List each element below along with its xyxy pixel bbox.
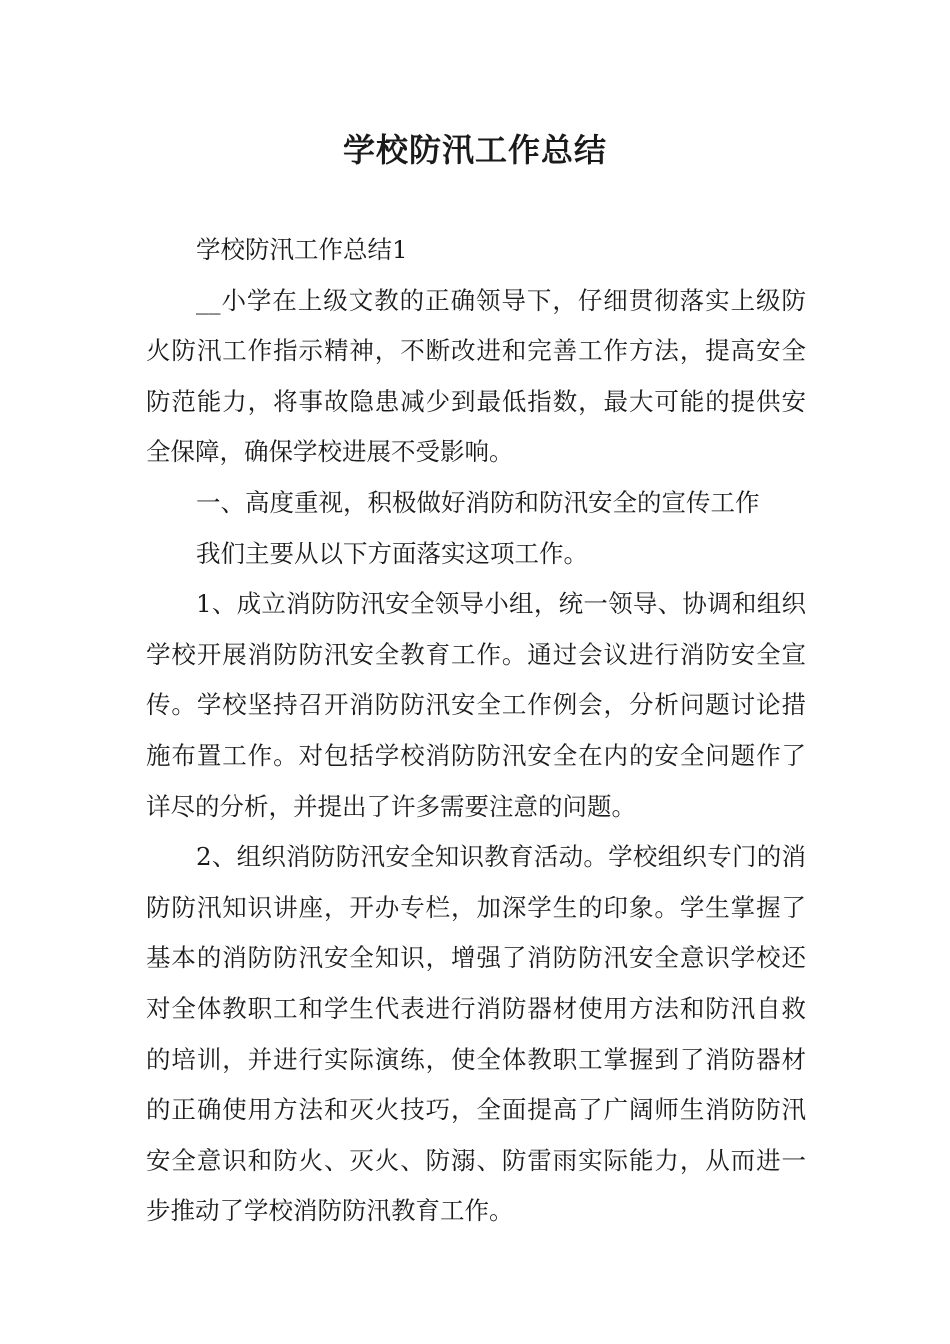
- paragraph-intro: __小学在上级文教的正确领导下，仔细贯彻落实上级防火防汛工作指示精神，不断改进和完善工作方法，提高安全防范能力，将事故隐患减少到最低指数，最大可能的提供安全保障，确保学校进展不受影响。: [146, 285, 806, 467]
- paragraph-item-1: 1、成立消防防汛安全领导小组，统一领导、协调和组织学校开展消防防汛安全教育工作。通过会议进行消防安全宣传。学校坚持召开消防防汛安全工作例会，分析问题讨论措施布置工作。对包括学校消防防汛安全在内的安全问题作了详尽的分析，并提出了许多需要注意的问题。: [146, 589, 806, 821]
- paragraph-section-one-intro: 我们主要从以下方面落实这项工作。: [196, 538, 588, 568]
- paragraph-item-2: 2、组织消防防汛安全知识教育活动。学校组织专门的消防防汛知识讲座，开办专栏，加深学生的印象。学生掌握了基本的消防防汛安全知识，增强了消防防汛安全意识学校还对全体教职工和学生代表进行消防器材使用方法和防汛自救的培训，并进行实际演练，使全体教职工掌握到了消防器材的正确使用方法和灭火技巧，全面提高了广阔师生消防防汛安全意识和防火、灭火、防溺、防雷雨实际能力，从而进一步推动了学校消防防汛教育工作。: [146, 842, 806, 1226]
- paragraph-section-one-heading: 一、高度重视，积极做好消防和防汛安全的宣传工作: [196, 487, 760, 517]
- document-body: [146, 225, 806, 1237]
- document-title: 学校防汛工作总结: [342, 131, 607, 169]
- section-heading: 学校防汛工作总结1: [196, 235, 408, 264]
